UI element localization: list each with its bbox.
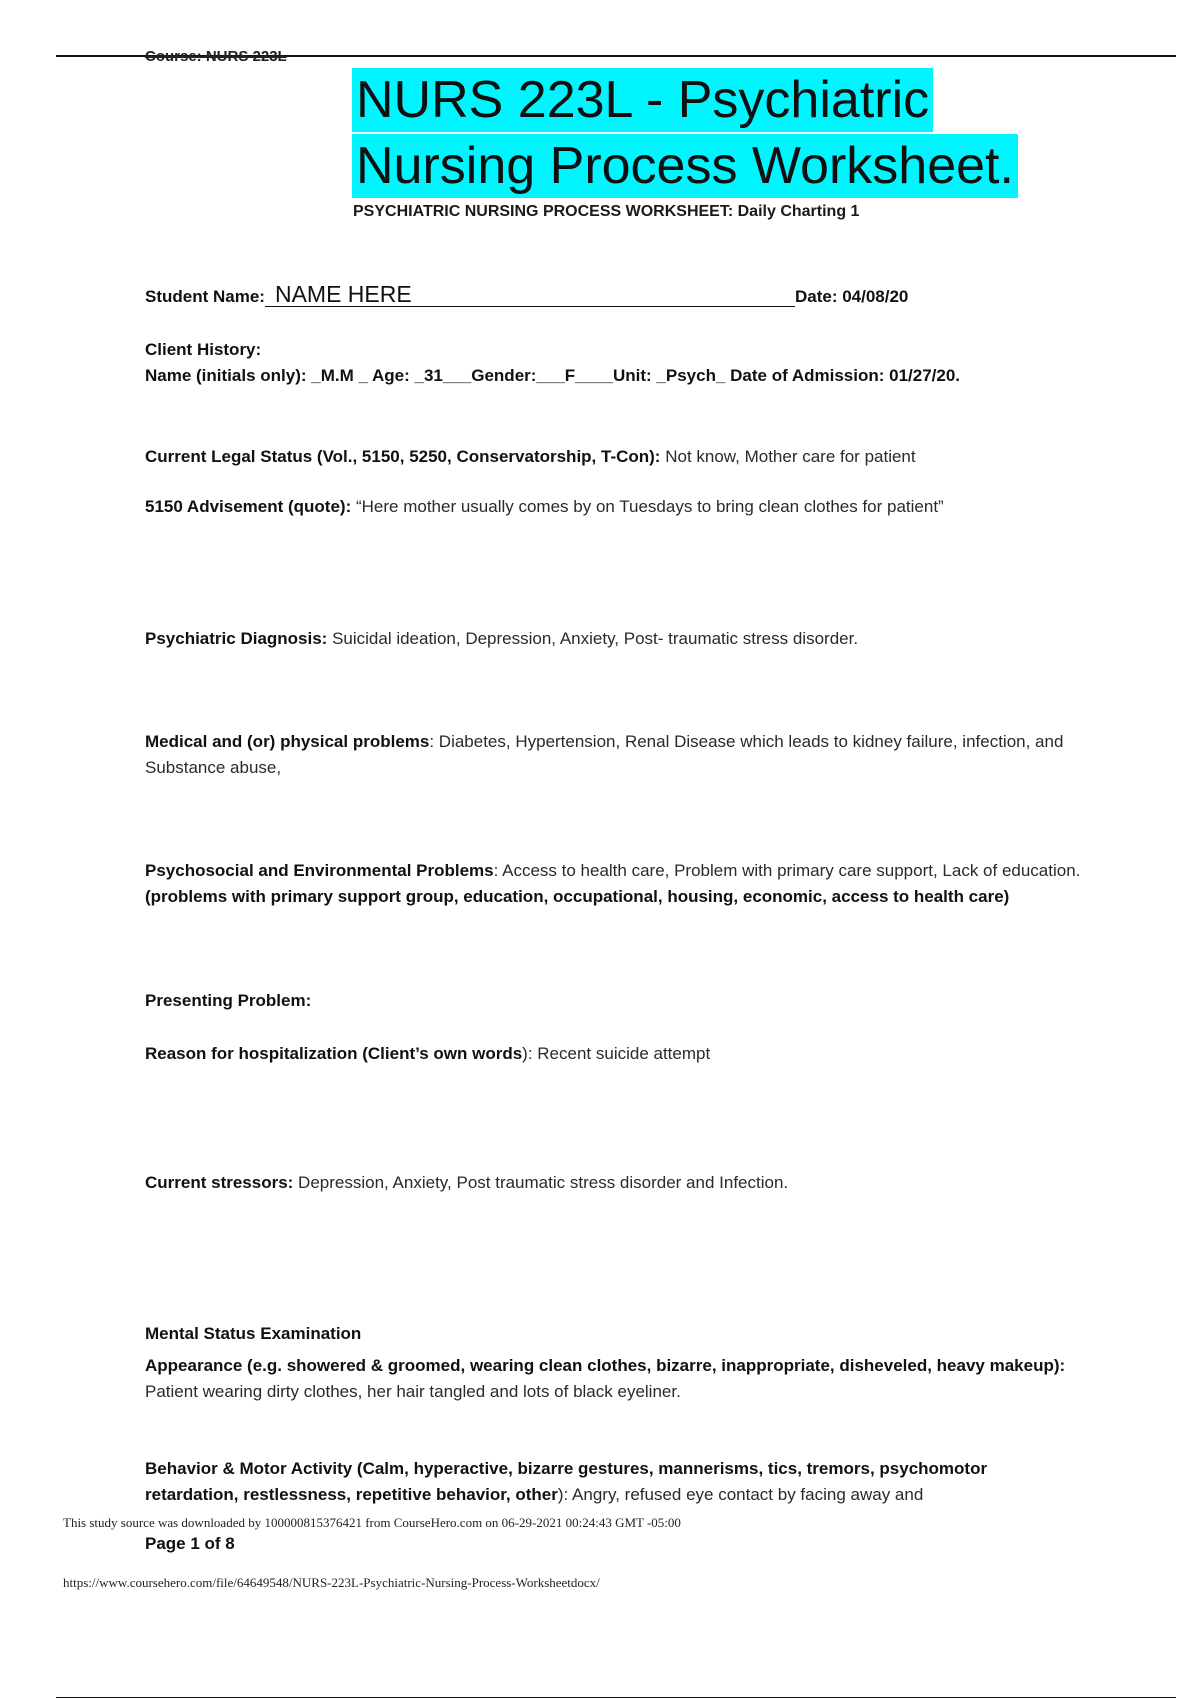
download-source-note: This study source was downloaded by 100000815376421 from CourseHero.com on 06-29-2021 00:24:43 GMT -05:00 xyxy=(63,1515,681,1530)
advisement-label: 5150 Advisement (quote): xyxy=(145,497,352,516)
reason-value: ): Recent suicide attempt xyxy=(522,1044,711,1063)
psychiatric-diagnosis xyxy=(145,626,1085,652)
client-history-heading: Client History: xyxy=(145,340,262,359)
title-line-2: Nursing Process Worksheet. xyxy=(352,134,1018,198)
student-row xyxy=(145,282,1085,310)
medical-value: : Diabetes, Hypertension, Renal Disease which leads to kidney failure, infection, and Substance abuse, xyxy=(145,732,1064,777)
mse-behavior xyxy=(145,1456,1085,1508)
diagnosis-value: Suicidal ideation, Depression, Anxiety, Post- traumatic stress disorder. xyxy=(327,629,859,648)
legal-status xyxy=(145,444,1085,470)
course-label: Course: NURS 223L xyxy=(145,48,287,65)
mse-heading xyxy=(145,1321,1085,1347)
mse-appearance xyxy=(145,1353,1085,1405)
client-history-section xyxy=(145,337,1085,389)
date-label: Date: 04/08/20 xyxy=(794,287,909,306)
stressors-label: Current stressors: xyxy=(145,1173,294,1192)
worksheet-subtitle: PSYCHIATRIC NURSING PROCESS WORKSHEET: Daily Charting 1 xyxy=(353,203,860,220)
psychosocial-note: (problems with primary support group, education, occupational, housing, economic, access to health care) xyxy=(145,887,1010,906)
advisement xyxy=(145,494,1085,520)
appearance-label: Appearance (e.g. showered & groomed, wearing clean clothes, bizarre, inappropriate, disheveled, heavy makeup): xyxy=(145,1356,1066,1375)
reason-label: Reason for hospitalization (Client’s own words xyxy=(145,1044,523,1063)
client-history-details: Name (initials only): _M.M _ Age: _31___Gender:___F____Unit: _Psych_ Date of Admission: 01/27/20. xyxy=(145,366,961,385)
student-name-label: Student Name: xyxy=(145,287,265,306)
behavior-value: ): Angry, refused eye contact by facing away and xyxy=(557,1485,924,1504)
psychosocial-problems xyxy=(145,858,1085,910)
page-number: Page 1 of 8 xyxy=(145,1534,235,1553)
diagnosis-label: Psychiatric Diagnosis: xyxy=(145,629,328,648)
appearance-value: Patient wearing dirty clothes, her hair tangled and lots of black eyeliner. xyxy=(145,1382,681,1401)
legal-status-value: Not know, Mother care for patient xyxy=(660,447,916,466)
advisement-value: “Here mother usually comes by on Tuesdays to bring clean clothes for patient” xyxy=(351,497,944,516)
current-stressors xyxy=(145,1170,1085,1196)
legal-status-label: Current Legal Status (Vol., 5150, 5250, Conservatorship, T-Con): xyxy=(145,447,661,466)
title-line-1: NURS 223L - Psychiatric xyxy=(352,68,933,132)
reason-for-hospitalization xyxy=(145,1041,1085,1067)
mse-heading-text: Mental Status Examination xyxy=(145,1324,362,1343)
presenting-heading: Presenting Problem: xyxy=(145,991,312,1010)
presenting-problem xyxy=(145,988,1085,1014)
psychosocial-label: Psychosocial and Environmental Problems xyxy=(145,861,494,880)
student-name-value: NAME HERE xyxy=(265,282,795,307)
footer-rule xyxy=(56,1697,1176,1698)
behavior-label: Behavior & Motor Activity (Calm, hyperactive, bizarre gestures, mannerisms, tics, tremors, psychomotor retardation, restlessness, repetitive behavior, other xyxy=(145,1459,988,1504)
psychosocial-value: : Access to health care, Problem with primary care support, Lack of education. xyxy=(493,861,1081,880)
medical-problems xyxy=(145,729,1085,781)
source-url[interactable]: https://www.coursehero.com/file/64649548/NURS-223L-Psychiatric-Nursing-Process-Worksheetdocx/ xyxy=(63,1575,600,1590)
stressors-value: Depression, Anxiety, Post traumatic stress disorder and Infection. xyxy=(293,1173,789,1192)
document-title xyxy=(352,68,1092,200)
medical-label: Medical and (or) physical problems xyxy=(145,732,430,751)
